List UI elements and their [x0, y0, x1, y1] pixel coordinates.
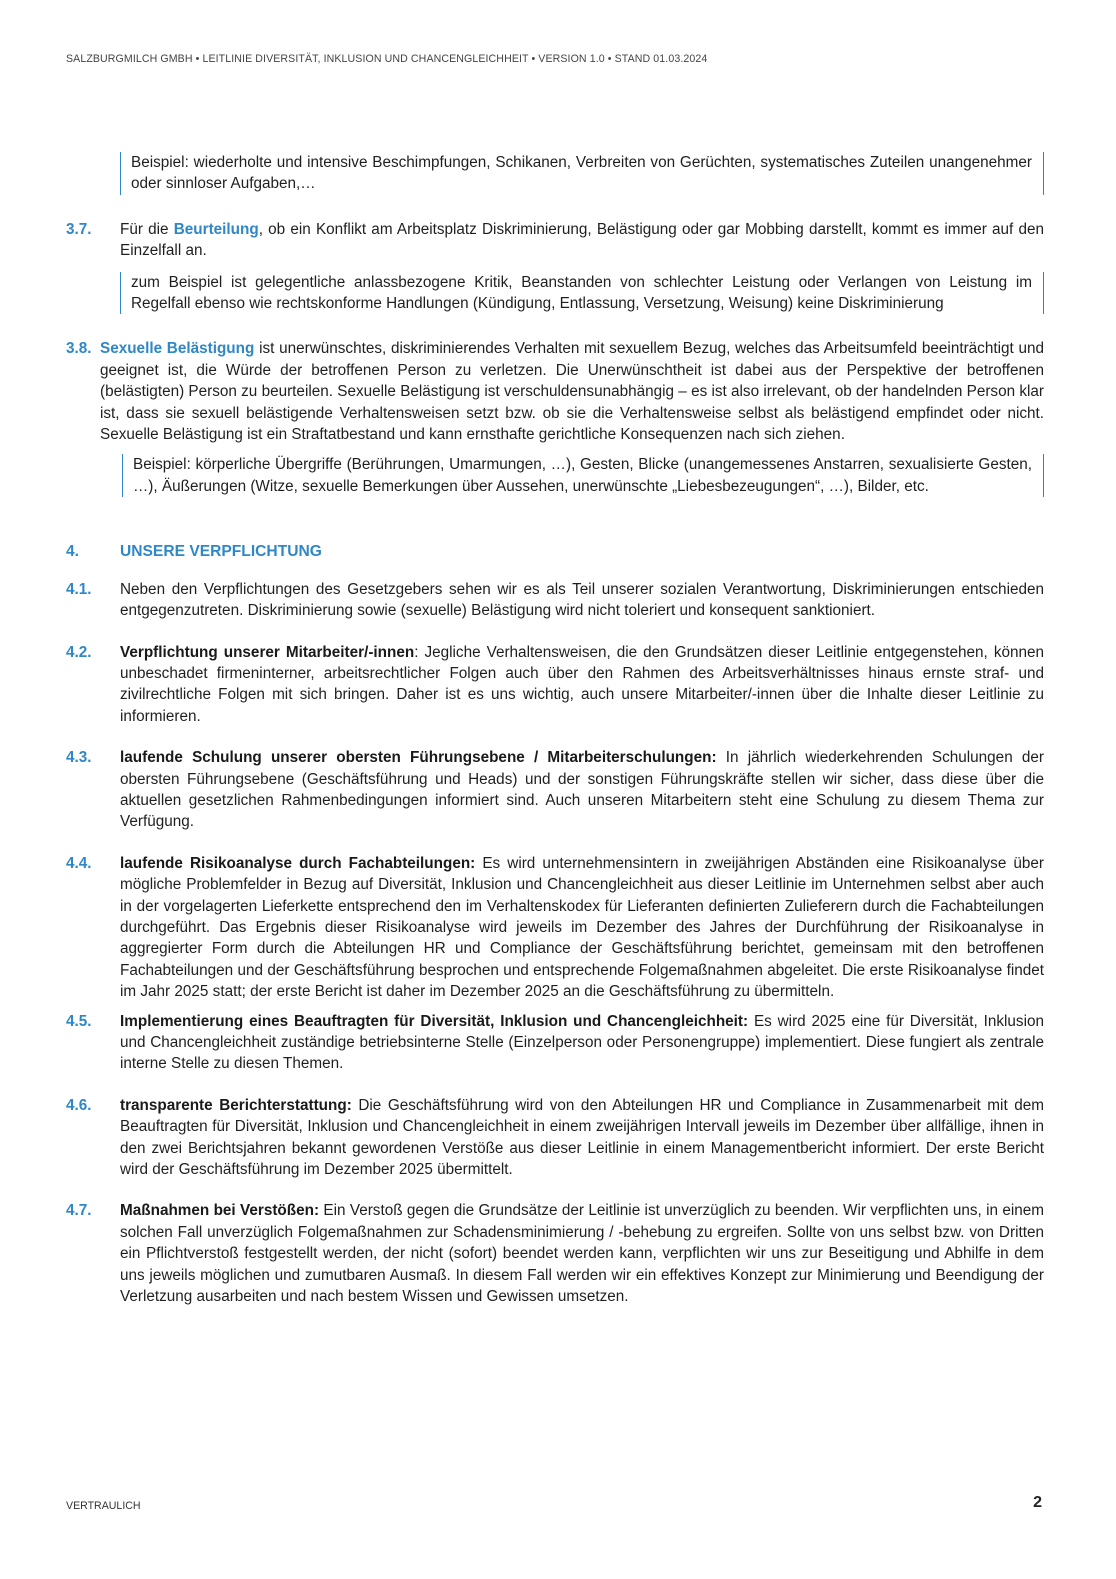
section-number: 4.3.	[66, 749, 92, 767]
section-4-7	[66, 1200, 1044, 1307]
section-number: 4.2.	[66, 643, 92, 661]
section-number: 4.7.	[66, 1202, 92, 1220]
section-number: 4.4.	[66, 854, 92, 872]
section-lead: Maßnahmen bei Verstößen:	[120, 1202, 320, 1220]
section-number: 3.8.	[66, 340, 92, 358]
term-beurteilung: Beurteilung	[173, 220, 259, 238]
section-text	[120, 747, 1044, 833]
section-4-6	[66, 1095, 1044, 1181]
section-body: Es wird 2025 eine für Diversität, Inklusion und Chancengleichheit zuständige betriebsinterne Stelle (Einzelperson oder Personengruppe) implementiert. Diese fungiert als zentrale interne Stelle zu diesen Themen.	[120, 1012, 1044, 1073]
section-body: : Jegliche Verhaltensweisen, die den Grundsätzen dieser Leitlinie entgegenstehen, können unbeschadet firmeninterner, arbeitsrechtlicher Folgen auch über den Rahmen des Arbeitsverhältnisses hinaus ernste straf- und zivilrechtliche Folgen mit sich bringen. Daher ist es uns wichtig, auch unsere Mitarbeiter/-innen über die Inhalte dieser Leitlinie zu informieren.	[120, 643, 1045, 725]
section-number: 4.6.	[66, 1096, 92, 1114]
section-text	[120, 1200, 1044, 1307]
section-3-7	[66, 219, 1044, 262]
section-number: 3.7.	[66, 220, 92, 238]
section-3-8	[66, 338, 1044, 445]
text-pre: Für die	[120, 220, 174, 238]
section-body: In jährlich wiederkehrenden Schulungen der obersten Führungsebene (Geschäftsführung und Heads) und der sonstigen Führungskräfte stellen wir sicher, dass diese über die aktuellen gesetzlichen Rahmenbedingungen informiert sind. Auch unseren Mitarbeitern steht eine Schulung zu diesem Thema zur Verfügung.	[120, 749, 1044, 831]
section-lead: laufende Risikoanalyse durch Fachabteilungen:	[120, 854, 476, 872]
section-4-2	[66, 642, 1044, 728]
section-4-4	[66, 853, 1044, 1003]
section-text	[120, 579, 1044, 622]
section-body: Die Geschäftsführung wird von den Abteilungen HR und Compliance in Zusammenarbeit mit dem Beauftragten für Diversität, Inklusion und Chancengleichheit in einem zweijährigen Intervall jeweils im Dezember über allfällige, ihnen in den zwei Berichtsjahren bekannt gewordenen Verstöße aus dieser Leitlinie in einem Managementbericht informiert. Der erste Bericht wird der Geschäftsführung im Dezember 2025 übermittelt.	[120, 1096, 1044, 1179]
document-body	[66, 152, 1044, 1307]
heading-number: 4.	[66, 543, 80, 561]
example-callout-beurteilung: zum Beispiel ist gelegentliche anlassbezogene Kritik, Beanstanden von schlechter Leistung oder Verlangen von Leistung im Regelfall ebenso wie rechtskonforme Handlungen (Kündigung, Entlassung, Versetzung, Weisung) keine Diskriminierung	[120, 272, 1044, 315]
section-text	[120, 219, 1044, 262]
term-sexuelle-belaestigung: Sexuelle Belästigung	[100, 340, 255, 358]
section-number: 4.5.	[66, 1012, 92, 1030]
example-callout-mobbing: Beispiel: wiederholte und intensive Beschimpfungen, Schikanen, Verbreiten von Gerüchten, systematisches Zuteilen unangenehmer oder sinnloser Aufgaben,…	[120, 152, 1044, 195]
section-4-5	[66, 1011, 1044, 1075]
section-lead: transparente Berichterstattung:	[120, 1096, 352, 1114]
text-post: ist unerwünschtes, diskriminierendes Verhalten mit sexuellem Bezug, welches das Arbeitsumfeld beeinträchtigt und geeignet ist, die Würde der betroffenen Person zu verletzen. Die Unerwünschtheit ist dabei aus der Perspektive der betroffenen (belästigten) Person zu beurteilen. Sexuelle Belästigung ist verschuldensunabhängig – es ist also irrelevant, ob der handelnden Person klar ist, dass sie sexuell belästigende Verhaltensweisen setzt bzw. ob sie die Verhaltensweise selbst als belästigend empfindet oder nicht. Sexuelle Belästigung ist ein Straftatbestand und kann ernsthafte gerichtliche Konsequenzen nach sich ziehen.	[100, 340, 1044, 444]
section-text	[100, 338, 1044, 445]
section-4-1	[66, 579, 1044, 622]
section-4-3	[66, 747, 1044, 833]
text-post: , ob ein Konflikt am Arbeitsplatz Diskriminierung, Belästigung oder gar Mobbing darstellt, kommt es immer auf den Einzelfall an.	[120, 220, 1045, 260]
heading-title: UNSERE VERPFLICHTUNG	[120, 543, 322, 561]
section-text	[120, 853, 1044, 1003]
section-text	[120, 1011, 1044, 1075]
page-header: SALZBURGMILCH GMBH • LEITLINIE DIVERSITÄT, INKLUSION UND CHANCENGLEICHHEIT • VERSION 1.0 • STAND 01.03.2024	[66, 53, 708, 65]
section-body: Neben den Verpflichtungen des Gesetzgebers sehen wir es als Teil unserer sozialen Verantwortung, Diskriminierungen entschieden entgegenzutreten. Diskriminierung sowie (sexuelle) Belästigung wird nicht toleriert und konsequent sanktioniert.	[120, 580, 1044, 620]
section-lead: Verpflichtung unserer Mitarbeiter/-innen	[120, 643, 415, 661]
page-number: 2	[1033, 1494, 1042, 1511]
section-text	[120, 1095, 1044, 1181]
section-number: 4.1.	[66, 580, 92, 598]
section-4-heading	[66, 541, 1044, 562]
confidentiality-label: VERTRAULICH	[66, 1500, 141, 1512]
section-body: Ein Verstoß gegen die Grundsätze der Leitlinie ist unverzüglich zu beenden. Wir verpflichten uns, in einem solchen Fall unverzüglich Folgemaßnahmen zur Schadensminimierung / -behebung zu ergreifen. Sollte von uns selbst bzw. von Dritten ein Pflichtverstoß festgestellt werden, der nicht (sofort) beendet werden kann, verpflichten wir uns zur Beseitigung und Abhilfe in dem uns jeweils möglichen und zumutbaren Ausmaß. In diesem Fall werden wir ein effektives Konzept zur Minimierung und Beendigung der Verletzung ausarbeiten und nach bestem Wissen und Gewissen umsetzen.	[120, 1202, 1044, 1306]
example-callout-sexuelle-belaestigung: Beispiel: körperliche Übergriffe (Berührungen, Umarmungen, …), Gesten, Blicke (unangemessenes Anstarren, sexualisierte Gesten, …), Äußerungen (Witze, sexuelle Bemerkungen über Aussehen, unerwünschte „Liebesbezeugungen“, …), Bilder, etc.	[122, 454, 1044, 497]
section-lead: laufende Schulung unserer obersten Führungsebene / Mitarbeiterschulungen:	[120, 749, 717, 767]
section-body: Es wird unternehmensintern in zweijährigen Abständen eine Risikoanalyse über mögliche Problemfelder in Bezug auf Diversität, Inklusion und Chancengleichheit aus dieser Leitlinie im Unternehmen selbst aber auch in der vorgelagerten Lieferkette entsprechend den im Verhaltenskodex für Lieferanten definierten Zulieferern durch die Fachabteilungen durchgeführt. Das Ergebnis dieser Risikoanalyse wird jeweils im Dezember des Jahres der Durchführung der Risikoanalyse in aggregierter Form durch die Abteilungen HR und Compliance der Geschäftsführung berichtet, gemeinsam mit den betroffenen Fachabteilungen und der Geschäftsführung besprochen und entsprechende Folgemaßnahmen abgeleitet. Die erste Risikoanalyse findet im Jahr 2025 statt; der erste Bericht ist daher im Dezember 2025 an die Geschäftsführung zu übermitteln.	[120, 854, 1045, 1001]
section-lead: Implementierung eines Beauftragten für Diversität, Inklusion und Chancengleichheit:	[120, 1012, 749, 1030]
section-text	[120, 642, 1044, 728]
